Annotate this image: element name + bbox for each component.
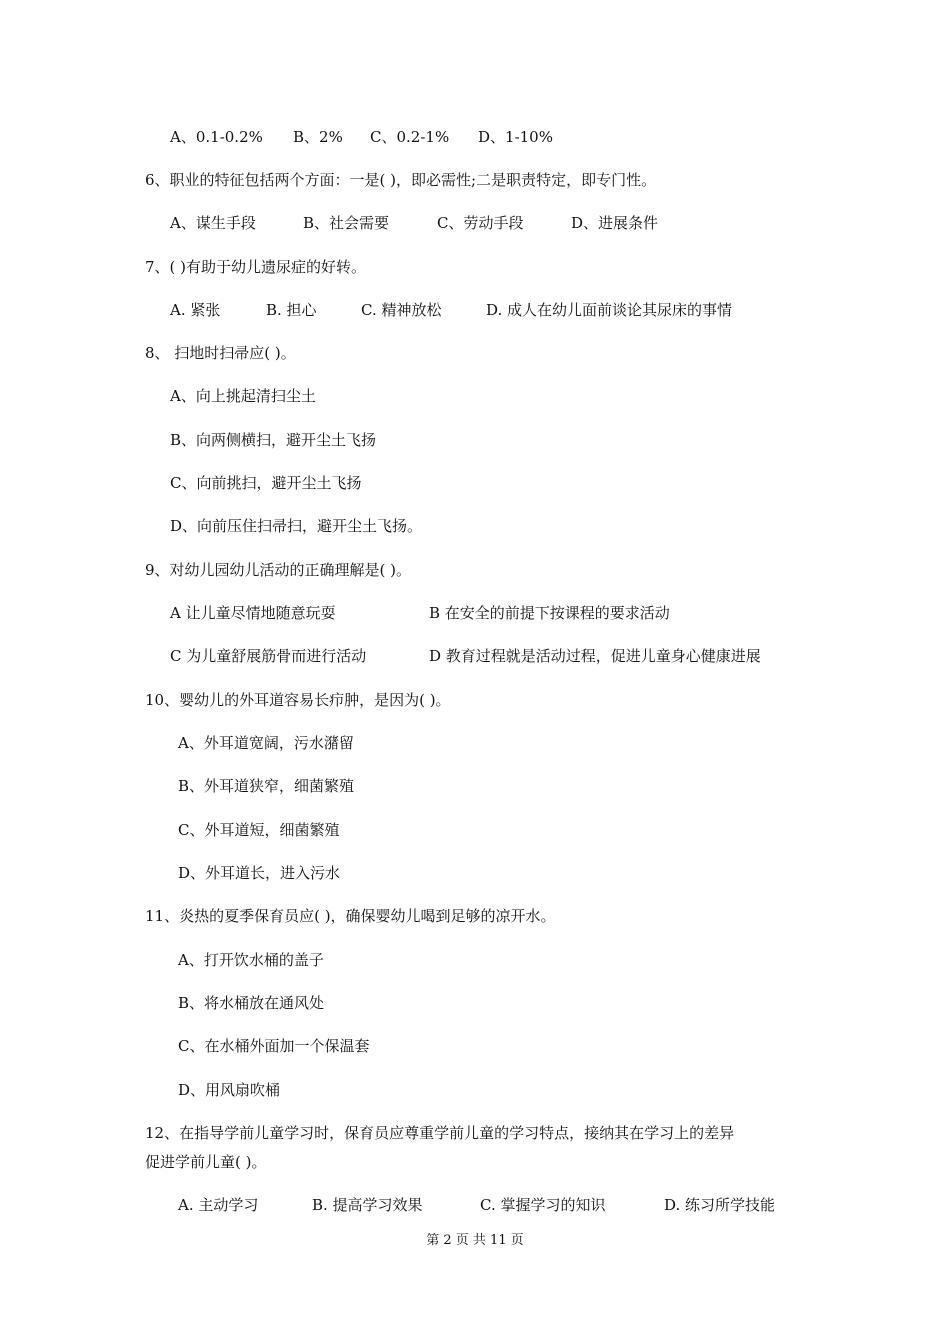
q6-option-a: A、谋生手段 xyxy=(170,214,256,232)
q8-option-d: D、向前压住扫帚扫，避开尘土飞扬。 xyxy=(170,517,423,535)
q6-option-b: B、社会需要 xyxy=(303,214,390,232)
q9-option-d: D 教育过程就是活动过程，促进儿童身心健康进展 xyxy=(429,647,761,665)
q11-stem: 11、炎热的夏季保育员应( )，确保婴幼儿喝到足够的凉开水。 xyxy=(145,907,556,925)
q7-stem: 7、( )有助于幼儿遗尿症的好转。 xyxy=(145,258,367,276)
q11-option-d: D、用风扇吹桶 xyxy=(178,1081,281,1099)
q5-option-d: D、1-10% xyxy=(478,128,553,146)
q5-option-a: A、0.1-0.2% xyxy=(170,128,263,146)
q10-option-d: D、外耳道长，进入污水 xyxy=(178,864,341,882)
q12-stem-line-1: 12、在指导学前儿童学习时，保育员应尊重学前儿童的学习特点，接纳其在学习上的差异 xyxy=(145,1124,735,1142)
q11-option-a: A、打开饮水桶的盖子 xyxy=(178,951,324,969)
q8-option-b: B、向两侧横扫，避开尘土飞扬 xyxy=(170,431,377,449)
q8-option-c: C、向前挑扫，避开尘土飞扬 xyxy=(170,474,362,492)
q5-option-c: C、0.2-1% xyxy=(370,128,450,146)
q5-option-b: B、2% xyxy=(293,128,343,146)
q8-stem: 8、 扫地时扫帚应( )。 xyxy=(145,344,296,362)
q10-option-c: C、外耳道短，细菌繁殖 xyxy=(178,821,340,839)
q9-option-c: C 为儿童舒展筋骨而进行活动 xyxy=(170,647,367,665)
q12-option-a: A. 主动学习 xyxy=(178,1196,259,1214)
q11-option-c: C、在水桶外面加一个保温套 xyxy=(178,1037,370,1055)
q10-option-a: A、外耳道宽阔，污水潴留 xyxy=(178,734,354,752)
q7-option-d: D. 成人在幼儿面前谈论其尿床的事情 xyxy=(486,301,733,319)
q12-stem-line-2: 促进学前儿童( )。 xyxy=(145,1153,267,1171)
q9-option-a: A 让儿童尽情地随意玩耍 xyxy=(170,604,336,622)
q9-stem: 9、对幼儿园幼儿活动的正确理解是( )。 xyxy=(145,561,412,579)
q12-option-b: B. 提高学习效果 xyxy=(312,1196,423,1214)
q10-stem: 10、婴幼儿的外耳道容易长疖肿，是因为( )。 xyxy=(145,691,451,709)
q6-option-c: C、劳动手段 xyxy=(437,214,524,232)
q10-option-b: B、外耳道狭窄，细菌繁殖 xyxy=(178,777,355,795)
q12-option-c: C. 掌握学习的知识 xyxy=(480,1196,606,1214)
q11-option-b: B、将水桶放在通风处 xyxy=(178,994,325,1012)
q6-option-d: D、进展条件 xyxy=(571,214,659,232)
q8-option-a: A、向上挑起清扫尘土 xyxy=(170,387,316,405)
q9-option-b: B 在安全的前提下按课程的要求活动 xyxy=(429,604,670,622)
q6-stem: 6、职业的特征包括两个方面：一是( )，即必需性;二是职责特定，即专门性。 xyxy=(145,171,657,189)
q12-option-d: D. 练习所学技能 xyxy=(664,1196,776,1214)
page-footer: 第 2 页 共 11 页 xyxy=(426,1233,524,1248)
q7-option-c: C. 精神放松 xyxy=(361,301,442,319)
q7-option-a: A. 紧张 xyxy=(170,301,221,319)
q7-option-b: B. 担心 xyxy=(266,301,317,319)
